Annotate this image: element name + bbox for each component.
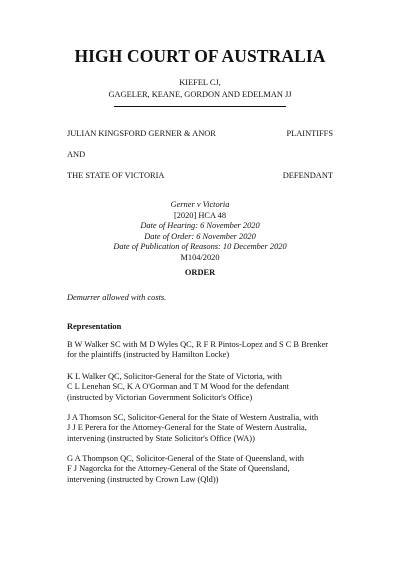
representation-paragraph [67, 340, 335, 361]
coram-line: GAGELER, KEANE, GORDON AND EDELMAN JJ [108, 89, 292, 99]
hearing-date: Date of Hearing: 6 November 2020 [140, 221, 260, 230]
representation-heading: Representation [67, 322, 122, 331]
court-title: HIGH COURT OF AUSTRALIA [74, 46, 326, 66]
order-date: Date of Order: 6 November 2020 [144, 231, 256, 241]
paragraph-line: J J E Perera for the Attorney-General for the State of Western Australia, [67, 423, 307, 433]
case-name: Gerner v Victoria [170, 200, 230, 209]
order-heading: ORDER [184, 268, 216, 277]
paragraph-line: F J Nagorcka for the Attorney-General of the State of Queensland, [67, 464, 290, 474]
party-name: JULIAN KINGSFORD GERNER & ANOR [67, 129, 216, 138]
party-connector: AND [67, 150, 86, 159]
coram [0, 77, 400, 100]
reasons-date: Date of Publication of Reasons: 10 December 2020 [113, 242, 287, 251]
representation-paragraph [67, 413, 335, 444]
coram-line: KIEFEL CJ, [179, 78, 221, 87]
case-details [0, 200, 400, 263]
party-name: THE STATE OF VICTORIA [67, 171, 165, 180]
paragraph-line: intervening (instructed by Crown Law (Qld)) [67, 474, 219, 484]
paragraph-line: intervening (instructed by State Solicitor's Office (WA)) [67, 433, 255, 443]
title-divider [114, 106, 286, 107]
party-role: DEFENDANT [282, 171, 333, 180]
case-number: M104/2020 [180, 252, 220, 262]
party-role: PLAINTIFFS [286, 129, 333, 138]
paragraph-line: K L Walker QC, Solicitor-General for the State of Victoria, with [67, 372, 282, 381]
paragraph-line: B W Walker SC with M D Wyles QC, R F R Pintos-Lopez and S C B Brenker [67, 340, 329, 349]
paragraph-line: (instructed by Victorian Government Solicitor's Office) [67, 392, 253, 402]
order-text: Demurrer allowed with costs. [67, 293, 167, 302]
representation-paragraph [67, 454, 335, 485]
paragraph-line: G A Thompson QC, Solicitor-General of the State of Queensland, with [67, 454, 304, 463]
paragraph-line: for the plaintiffs (instructed by Hamilton Locke) [67, 350, 230, 360]
representation-paragraph [67, 372, 335, 403]
case-citation: [2020] HCA 48 [173, 210, 227, 220]
paragraph-line: J A Thomson SC, Solicitor-General for the State of Western Australia, with [67, 413, 319, 422]
paragraph-line: C L Lenehan SC, K A O'Gorman and T M Wood for the defendant [67, 382, 289, 392]
